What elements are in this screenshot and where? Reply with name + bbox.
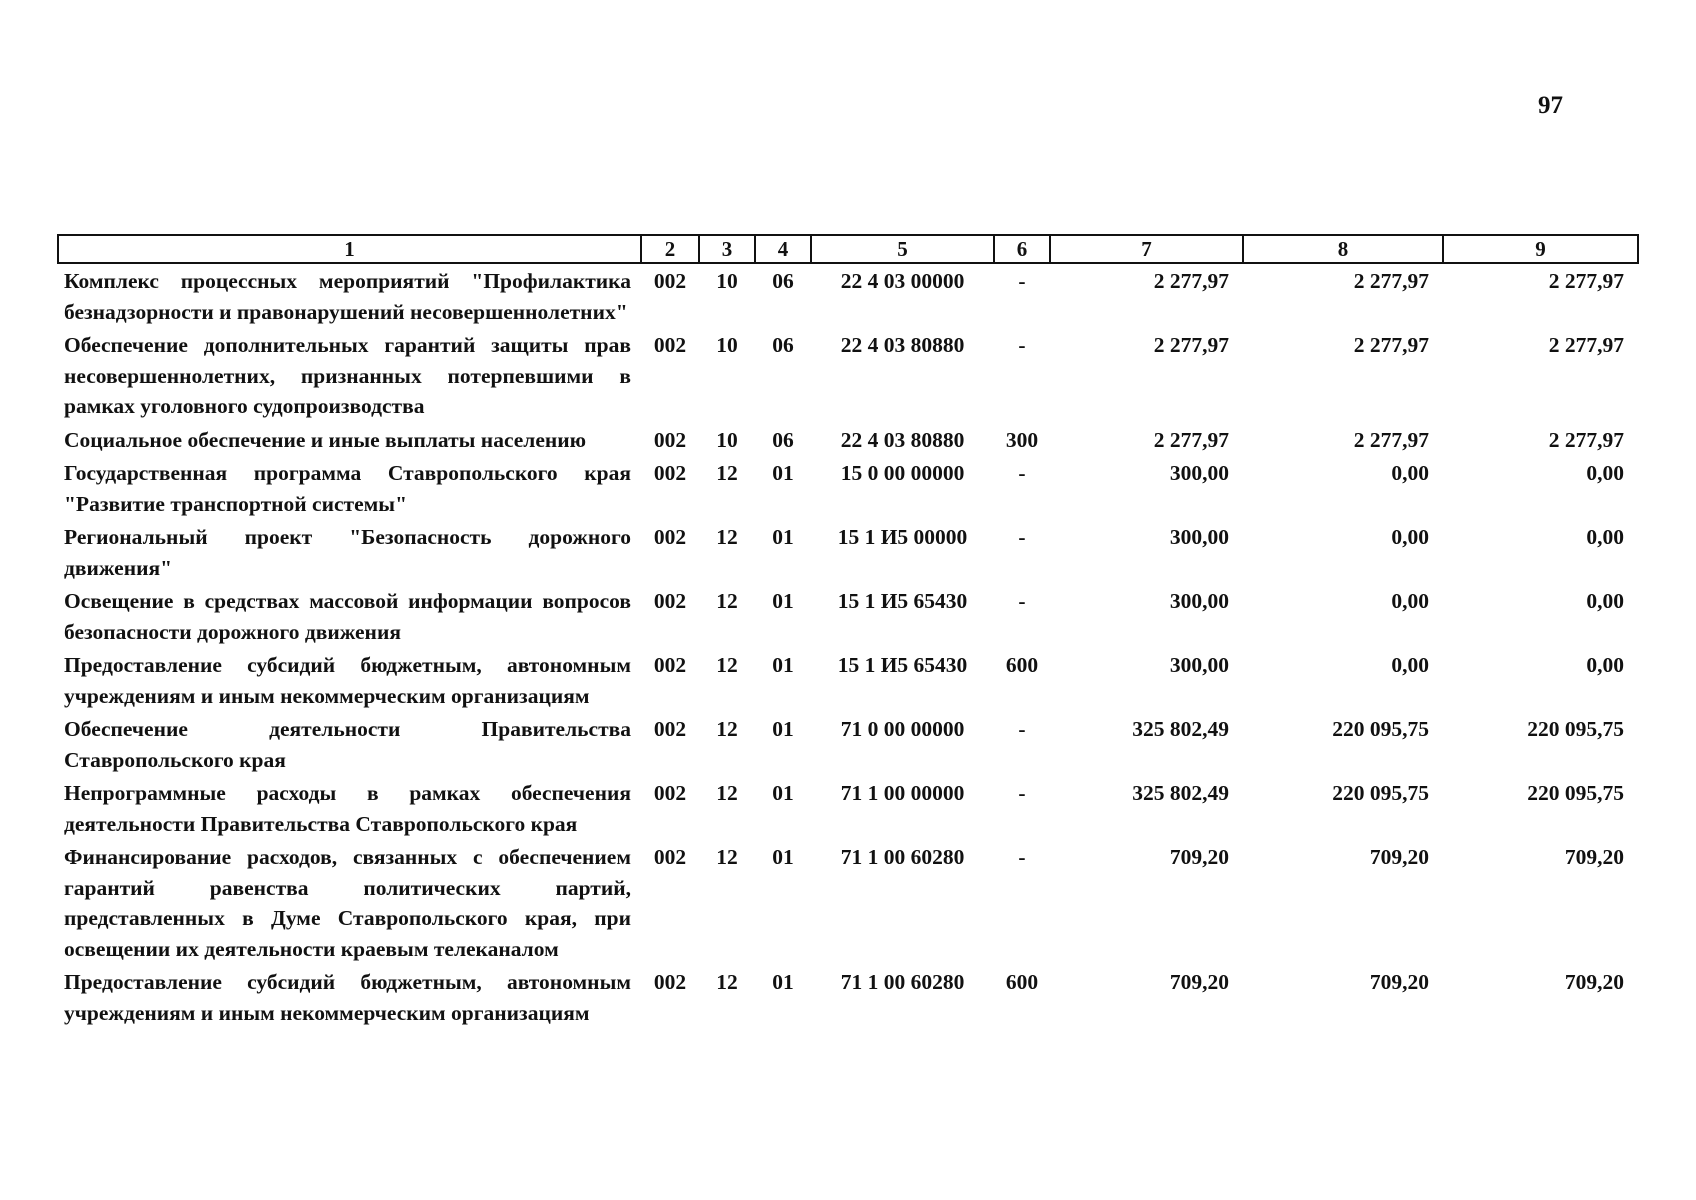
- row-section-code: 12: [716, 781, 738, 805]
- row-name: Государственная программа Ставропольского края "Развитие транспортной системы": [64, 461, 631, 516]
- row-expense-type: -: [1018, 781, 1026, 805]
- row-amount-col7: 325 802,49: [1132, 717, 1229, 741]
- table-row: [58, 328, 1638, 423]
- table-header: [58, 235, 1638, 263]
- row-expense-type: -: [1018, 525, 1026, 549]
- row-amount-col9: 2 277,97: [1548, 427, 1624, 452]
- row-amount-col7: 709,20: [1169, 845, 1229, 869]
- row-ministry-code: 002: [653, 333, 687, 357]
- row-amount-col8: 220 095,75: [1332, 781, 1429, 805]
- row-name: Обеспечение дополнительных гарантий защиты прав несовершеннолетних, признанных потерпевшими в рамках уголовного судопроизводства: [64, 333, 631, 418]
- row-amount-col9: 0,00: [1586, 653, 1624, 677]
- row-subsection-code: 01: [772, 461, 794, 485]
- table-row: [58, 648, 1638, 712]
- row-section-code: 12: [716, 525, 738, 549]
- header-col-7: 7: [1050, 235, 1243, 263]
- row-amount-col9: 709,20: [1564, 845, 1624, 869]
- row-name: Предоставление субсидий бюджетным, автономным учреждениям и иным некоммерческим организациям: [64, 970, 631, 1025]
- row-amount-col7: 300,00: [1169, 589, 1229, 613]
- row-target-article: 71 0 00 00000: [840, 717, 965, 741]
- row-subsection-code: 06: [772, 333, 794, 357]
- row-target-article: 22 4 03 00000: [840, 269, 965, 293]
- table-row: [58, 423, 1638, 457]
- row-expense-type: -: [1018, 333, 1026, 357]
- row-amount-col7: 2 277,97: [1153, 427, 1229, 452]
- row-section-code: 12: [716, 653, 738, 677]
- row-section-code: 12: [716, 461, 738, 485]
- row-target-article: 22 4 03 80880: [840, 333, 965, 357]
- header-col-6: 6: [994, 235, 1050, 263]
- row-amount-col9: 2 277,97: [1548, 333, 1624, 357]
- header-col-9: 9: [1443, 235, 1638, 263]
- row-name: Непрограммные расходы в рамках обеспечения деятельности Правительства Ставропольского края: [64, 781, 631, 836]
- row-amount-col9: 2 277,97: [1548, 269, 1624, 293]
- row-ministry-code: 002: [653, 653, 687, 677]
- row-name: Финансирование расходов, связанных с обеспечением гарантий равенства политических партий, представленных в Думе Ставропольского края, при освещении их деятельности краевым телеканалом: [64, 845, 631, 961]
- row-section-code: 10: [716, 427, 738, 452]
- row-expense-type: -: [1018, 845, 1026, 869]
- row-name: Обеспечение деятельности Правительства Ставропольского края: [64, 717, 631, 772]
- row-section-code: 10: [716, 269, 738, 293]
- row-ministry-code: 002: [653, 461, 687, 485]
- row-ministry-code: 002: [653, 717, 687, 741]
- row-section-code: 12: [716, 717, 738, 741]
- header-col-5: 5: [811, 235, 994, 263]
- row-amount-col8: 709,20: [1369, 845, 1429, 869]
- row-subsection-code: 01: [772, 589, 794, 613]
- row-ministry-code: 002: [653, 845, 687, 869]
- row-subsection-code: 06: [772, 427, 794, 452]
- row-name: Предоставление субсидий бюджетным, автономным учреждениям и иным некоммерческим организациям: [64, 653, 631, 708]
- row-amount-col8: 0,00: [1391, 461, 1429, 485]
- row-amount-col8: 2 277,97: [1353, 427, 1429, 452]
- row-ministry-code: 002: [653, 970, 687, 994]
- row-amount-col8: 220 095,75: [1332, 717, 1429, 741]
- row-expense-type: -: [1018, 717, 1026, 741]
- row-amount-col7: 2 277,97: [1153, 269, 1229, 293]
- table-row: [58, 776, 1638, 840]
- row-ministry-code: 002: [653, 781, 687, 805]
- row-name: Комплекс процессных мероприятий "Профилактика безнадзорности и правонарушений несовершеннолетних": [64, 269, 631, 324]
- row-amount-col8: 0,00: [1391, 525, 1429, 549]
- header-col-3: 3: [699, 235, 755, 263]
- row-target-article: 71 1 00 60280: [840, 970, 965, 994]
- header-col-8: 8: [1243, 235, 1443, 263]
- row-name: Социальное обеспечение и иные выплаты населению: [64, 427, 587, 452]
- row-expense-type: 300: [1005, 427, 1039, 452]
- header-col-1: 1: [58, 235, 641, 263]
- row-ministry-code: 002: [653, 427, 687, 452]
- header-col-2: 2: [641, 235, 699, 263]
- table-row: [58, 840, 1638, 965]
- row-expense-type: -: [1018, 461, 1026, 485]
- row-expense-type: 600: [1005, 653, 1039, 677]
- row-amount-col7: 300,00: [1169, 653, 1229, 677]
- row-section-code: 12: [716, 970, 738, 994]
- row-amount-col9: 0,00: [1586, 525, 1624, 549]
- row-name: Освещение в средствах массовой информации вопросов безопасности дорожного движения: [64, 589, 631, 644]
- row-amount-col8: 709,20: [1369, 970, 1429, 994]
- table-row: [58, 712, 1638, 776]
- row-amount-col8: 2 277,97: [1353, 333, 1429, 357]
- row-subsection-code: 01: [772, 525, 794, 549]
- row-amount-col7: 2 277,97: [1153, 333, 1229, 357]
- table-row: [58, 965, 1638, 1029]
- table-row: [58, 520, 1638, 584]
- header-row: [58, 235, 1638, 263]
- row-target-article: 15 0 00 00000: [840, 461, 965, 485]
- row-amount-col9: 0,00: [1586, 461, 1624, 485]
- row-amount-col8: 0,00: [1391, 589, 1429, 613]
- row-target-article: 15 1 И5 65430: [837, 653, 968, 677]
- row-expense-type: -: [1018, 589, 1026, 613]
- row-expense-type: -: [1018, 269, 1026, 293]
- row-ministry-code: 002: [653, 589, 687, 613]
- row-amount-col8: 2 277,97: [1353, 269, 1429, 293]
- page-number: 97: [1538, 92, 1563, 119]
- table-row: [58, 263, 1638, 328]
- row-target-article: 22 4 03 80880: [840, 427, 965, 452]
- row-section-code: 12: [716, 589, 738, 613]
- row-subsection-code: 01: [772, 717, 794, 741]
- row-amount-col7: 300,00: [1169, 525, 1229, 549]
- row-section-code: 12: [716, 845, 738, 869]
- row-amount-col9: 220 095,75: [1527, 781, 1624, 805]
- row-subsection-code: 01: [772, 781, 794, 805]
- row-expense-type: 600: [1005, 970, 1039, 994]
- row-section-code: 10: [716, 333, 738, 357]
- row-subsection-code: 01: [772, 970, 794, 994]
- row-subsection-code: 06: [772, 269, 794, 293]
- row-amount-col9: 220 095,75: [1527, 717, 1624, 741]
- row-amount-col7: 709,20: [1169, 970, 1229, 994]
- table-row: [58, 584, 1638, 648]
- row-subsection-code: 01: [772, 845, 794, 869]
- row-target-article: 15 1 И5 00000: [837, 525, 968, 549]
- row-amount-col7: 325 802,49: [1132, 781, 1229, 805]
- row-subsection-code: 01: [772, 653, 794, 677]
- row-name: Региональный проект "Безопасность дорожного движения": [64, 525, 631, 580]
- row-amount-col8: 0,00: [1391, 653, 1429, 677]
- row-target-article: 15 1 И5 65430: [837, 589, 968, 613]
- row-amount-col9: 0,00: [1586, 589, 1624, 613]
- table-body: [58, 263, 1638, 1029]
- row-target-article: 71 1 00 00000: [840, 781, 965, 805]
- budget-table: [57, 234, 1639, 1029]
- row-target-article: 71 1 00 60280: [840, 845, 965, 869]
- row-amount-col7: 300,00: [1169, 461, 1229, 485]
- row-amount-col9: 709,20: [1564, 970, 1624, 994]
- table-row: [58, 456, 1638, 520]
- header-col-4: 4: [755, 235, 811, 263]
- row-ministry-code: 002: [653, 269, 687, 293]
- row-ministry-code: 002: [653, 525, 687, 549]
